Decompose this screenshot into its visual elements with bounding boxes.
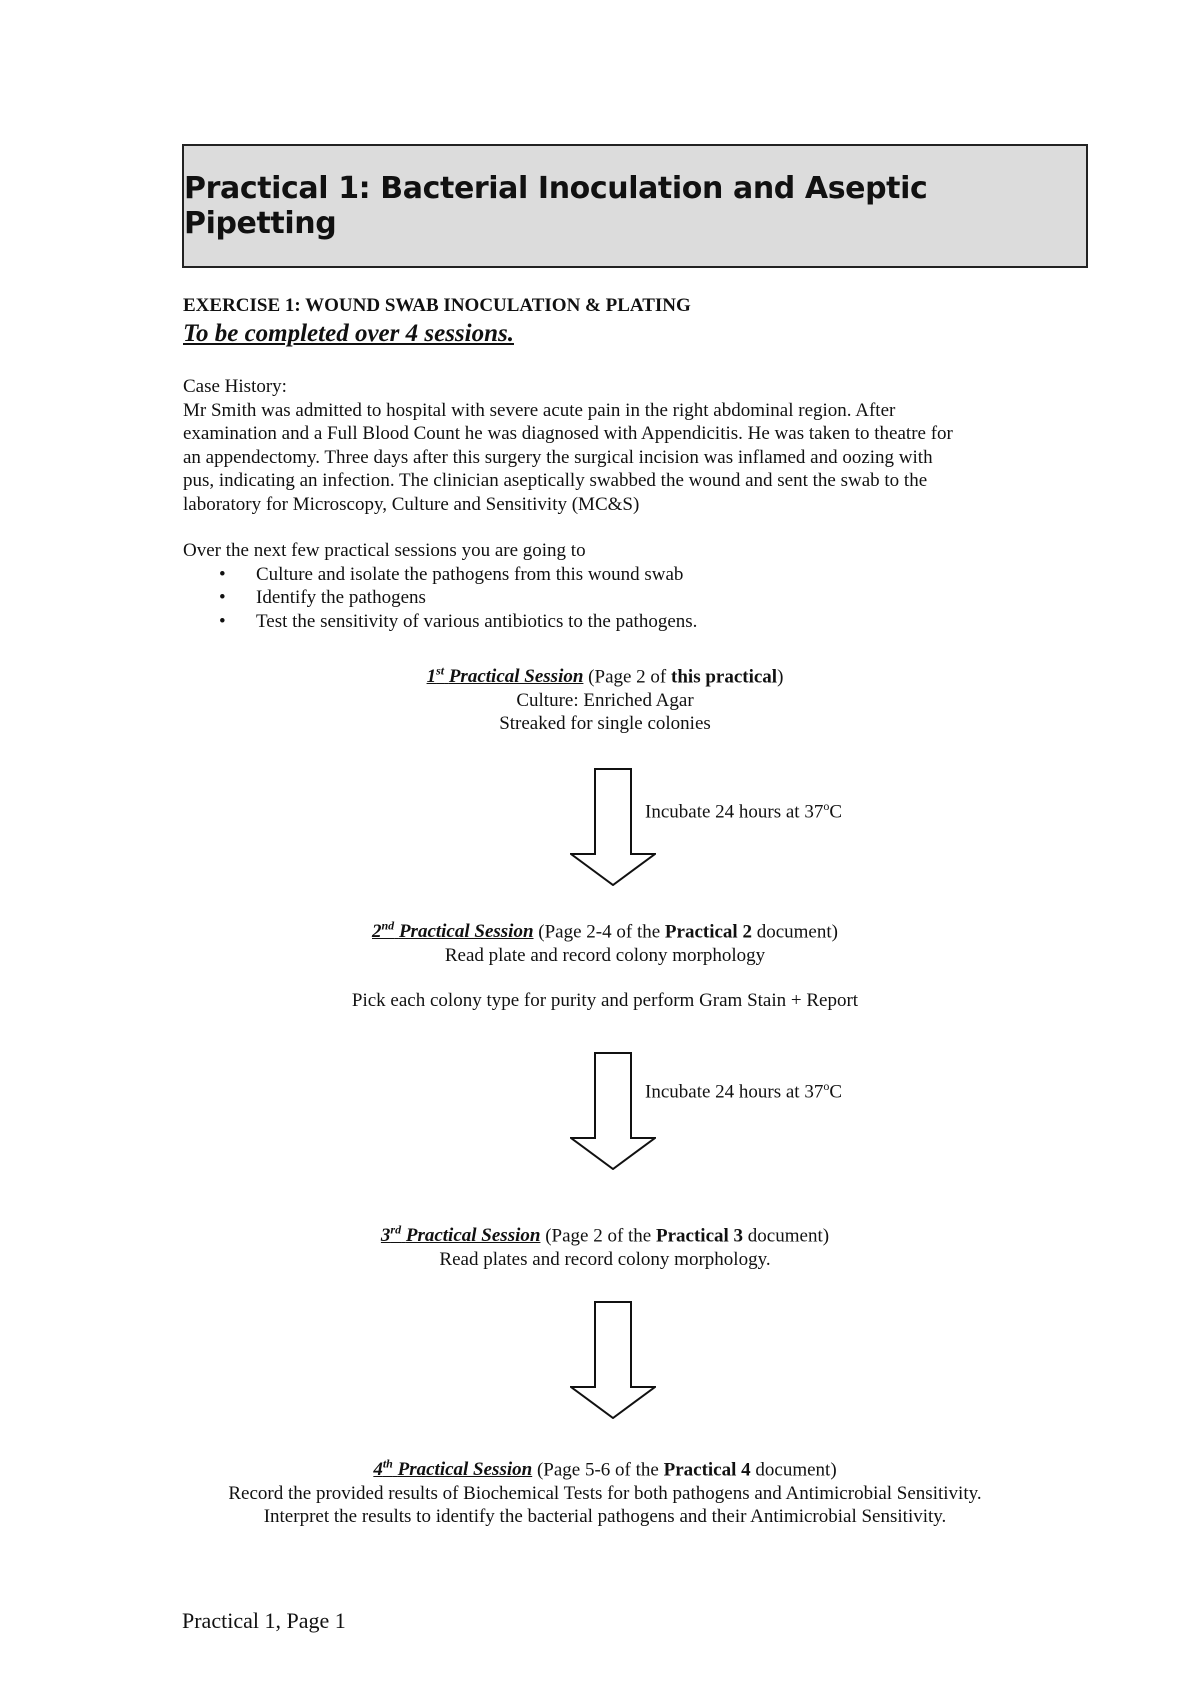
down-arrow-icon [570, 1301, 656, 1419]
incubation-note: Incubate 24 hours at 37$^o$C [645, 799, 843, 823]
session-line: Record the provided results of Biochemical Tests for both pathogens and Antimicrobial Sensitivity. [228, 1482, 982, 1504]
title-box [182, 144, 1088, 268]
list-item: • Culture and isolate the pathogens from this wound swab [219, 563, 684, 585]
bullet-icon: • [219, 610, 226, 632]
page-title: Practical 1: Bacterial Inoculation and Aseptic Pipetting [184, 171, 928, 241]
exercise-subtitle: To be completed over 4 sessions. [183, 320, 514, 347]
case-line: Mr Smith was admitted to hospital with severe acute pain in the right abdominal region. After [183, 399, 896, 421]
session-4 [180, 1453, 1030, 1529]
list-item: • Identify the pathogens [219, 587, 426, 608]
session-1 [180, 660, 1030, 736]
case-history-label: Case History: [183, 376, 287, 397]
case-line: pus, indicating an infection. The clinician aseptically swabbed the wound and sent the swab to the [183, 470, 928, 491]
page-footer: Practical 1, Page 1 [182, 1608, 346, 1633]
bullet-icon: • [219, 563, 226, 585]
case-history [183, 375, 1063, 633]
down-arrow-icon [570, 1052, 656, 1170]
session-line: Culture: Enriched Agar [516, 689, 694, 711]
session-heading: 3rd Practical Session (Page 2 of the Practical 3 document) [380, 1223, 830, 1247]
session-line: Read plates and record colony morphology. [439, 1248, 771, 1270]
session-line: Streaked for single colonies [499, 713, 711, 735]
case-line: laboratory for Microscopy, Culture and Sensitivity (MC&S) [183, 493, 640, 515]
list-item: • Test the sensitivity of various antibiotics to the pathogens. [219, 610, 698, 632]
case-line: an appendectomy. Three days after this surgery the surgical incision was inflamed and oozing with [183, 446, 933, 468]
session-2 [180, 915, 1030, 1013]
down-arrow-icon [570, 768, 656, 886]
bullet-icon: • [219, 587, 226, 608]
exercise-heading: EXERCISE 1: WOUND SWAB INOCULATION & PLATING [183, 295, 691, 316]
incubation-note: Incubate 24 hours at 37$^o$C [645, 1079, 843, 1103]
objectives-list [183, 563, 1063, 634]
session-heading: 4th Practical Session (Page 5-6 of the Practical 4 document) [373, 1457, 837, 1481]
case-line: examination and a Full Blood Count he was diagnosed with Appendicitis. He was taken to theatre for [183, 423, 953, 444]
session-line: Read plate and record colony morphology [444, 944, 766, 966]
session-line: Interpret the results to identify the bacterial pathogens and their Antimicrobial Sensitivity. [263, 1506, 947, 1528]
case-intro: Over the next few practical sessions you are going to [183, 540, 586, 561]
session-heading: 1st Practical Session (Page 2 of this practical) [426, 664, 784, 688]
session-line: Pick each colony type for purity and perform Gram Stain + Report [351, 990, 859, 1012]
session-heading: 2nd Practical Session (Page 2-4 of the Practical 2 document) [372, 919, 838, 943]
session-3 [180, 1219, 1030, 1271]
